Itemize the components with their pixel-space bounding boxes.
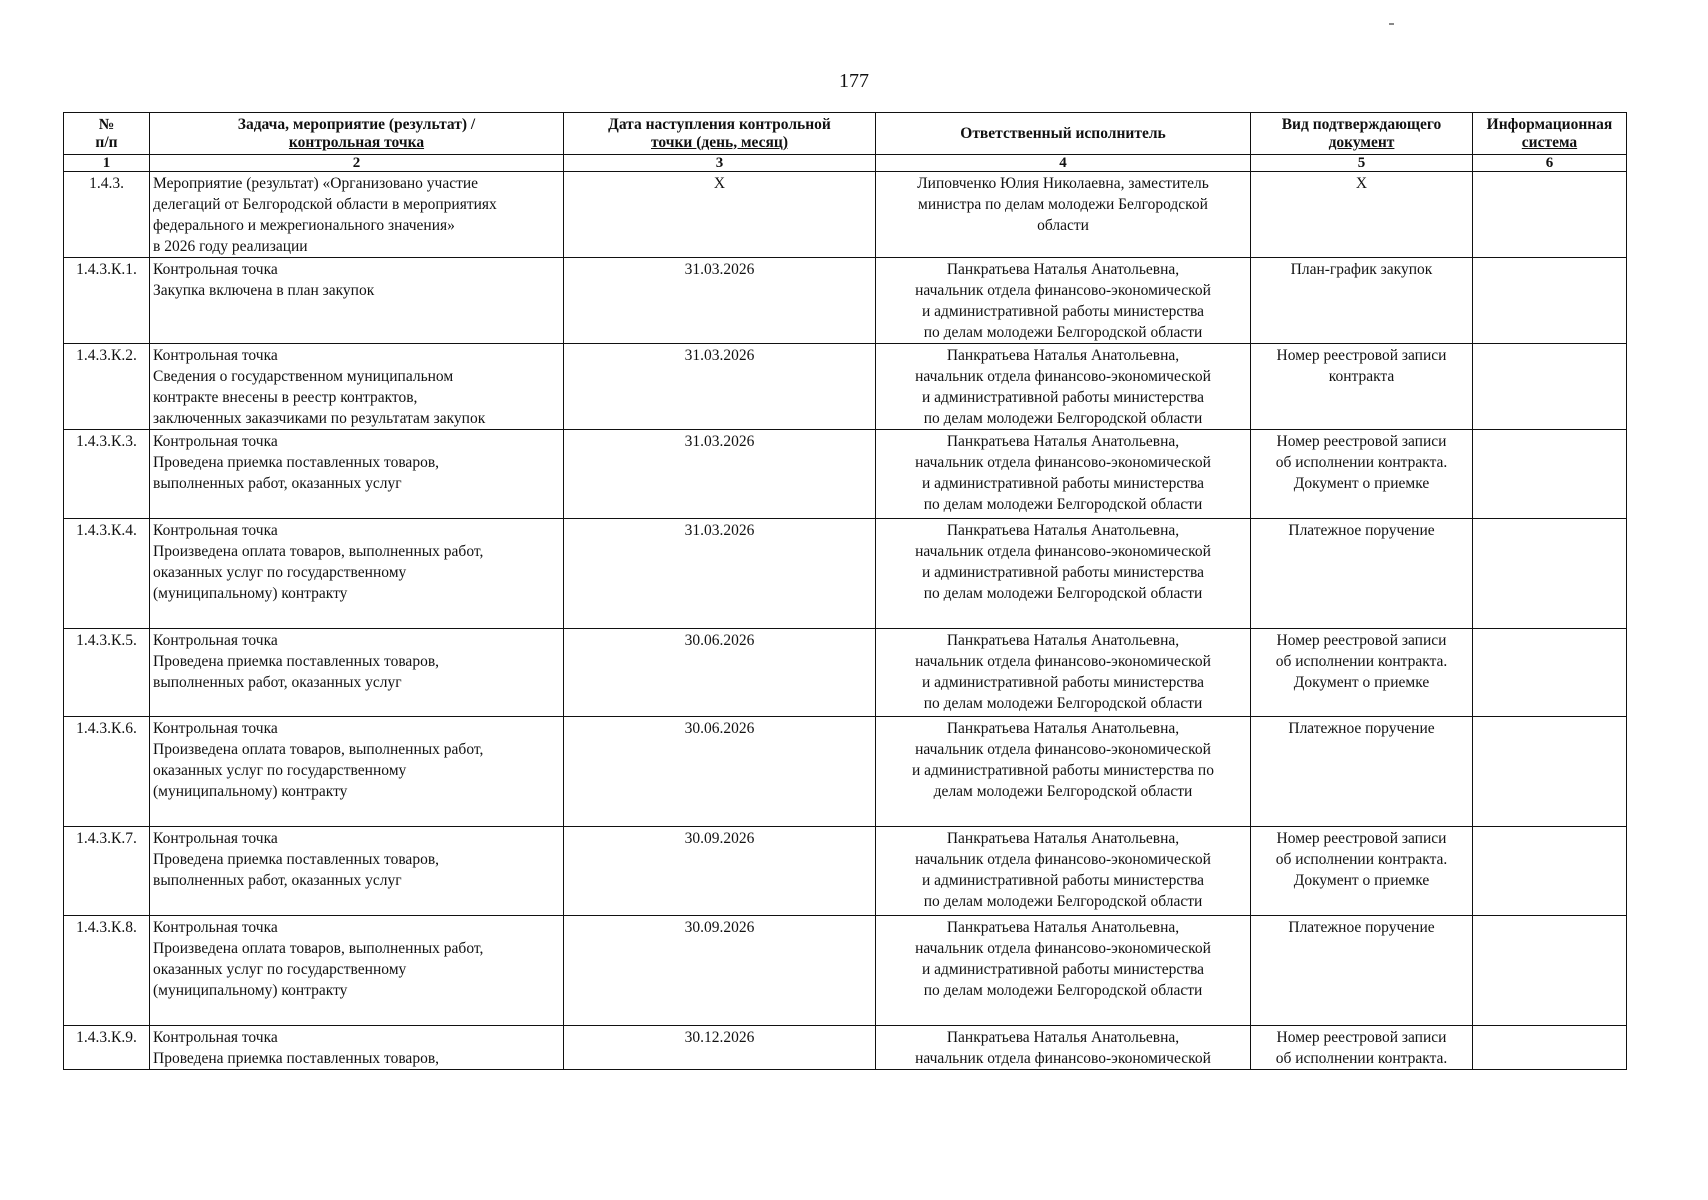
header-number: № п/п [64,113,150,155]
row-number: 1.4.3.К.1. [64,258,150,344]
responsible-cell: Панкратьева Наталья Анатольевна, начальник отдела финансово-экономической [876,1026,1251,1070]
date-cell: X [564,172,876,258]
table-row [64,258,1627,344]
info-system-cell [1473,430,1627,519]
page-number: 177 [839,70,869,92]
header-responsible: Ответственный исполнитель [876,113,1251,155]
date-cell: 31.03.2026 [564,344,876,430]
scan-mark [1389,23,1394,25]
row-number: 1.4.3.К.5. [64,629,150,717]
task-cell: Контрольная точка Проведена приемка поставленных товаров, выполненных работ, оказанных услуг [150,430,564,519]
responsible-cell: Панкратьева Наталья Анатольевна, начальник отдела финансово-экономической и административной работы министерства по делам молодежи Белгородской области [876,717,1251,827]
control-points-table-wrapper [63,112,1626,1070]
task-cell: Контрольная точка Закупка включена в план закупок [150,258,564,344]
table-row [64,430,1627,519]
header-info-system: Информационная система [1473,113,1627,155]
date-cell: 31.03.2026 [564,258,876,344]
row-number: 1.4.3.К.7. [64,827,150,916]
info-system-cell [1473,1026,1627,1070]
task-cell: Контрольная точка Проведена приемка поставленных товаров, выполненных работ, оказанных услуг [150,629,564,717]
column-number: 2 [150,155,564,172]
date-cell: 30.09.2026 [564,827,876,916]
responsible-cell: Панкратьева Наталья Анатольевна, начальник отдела финансово-экономической и административной работы министерства по делам молодежи Белгородской области [876,827,1251,916]
task-cell: Мероприятие (результат) «Организовано участие делегаций от Белгородской области в мероприятиях федерального и межрегионального значения» в 2026 году реализации [150,172,564,258]
document-cell: Номер реестровой записи об исполнении контракта. Документ о приемке [1251,827,1473,916]
column-number: 1 [64,155,150,172]
info-system-cell [1473,629,1627,717]
document-cell: Платежное поручение [1251,519,1473,629]
table-row [64,519,1627,629]
responsible-cell: Панкратьева Наталья Анатольевна, начальник отдела финансово-экономической и административной работы министерства по делам молодежи Белгородской области [876,916,1251,1026]
document-cell: План-график закупок [1251,258,1473,344]
info-system-cell [1473,258,1627,344]
document-cell: Платежное поручение [1251,717,1473,827]
header-task: Задача, мероприятие (результат) / контрольная точка [150,113,564,155]
date-cell: 30.06.2026 [564,629,876,717]
responsible-cell: Панкратьева Наталья Анатольевна, начальник отдела финансово-экономической и административной работы министерства по делам молодежи Белгородской области [876,629,1251,717]
document-cell: X [1251,172,1473,258]
responsible-cell: Панкратьева Наталья Анатольевна, начальник отдела финансово-экономической и административной работы министерства по делам молодежи Белгородской области [876,258,1251,344]
document-cell: Номер реестровой записи об исполнении контракта. Документ о приемке [1251,430,1473,519]
task-cell: Контрольная точка Проведена приемка поставленных товаров, [150,1026,564,1070]
info-system-cell [1473,172,1627,258]
column-number: 4 [876,155,1251,172]
task-cell: Контрольная точка Сведения о государственном муниципальном контракте внесены в реестр контрактов, заключенных заказчиками по результатам закупок [150,344,564,430]
document-cell: Номер реестровой записи об исполнении контракта. Документ о приемке [1251,629,1473,717]
info-system-cell [1473,916,1627,1026]
column-number: 3 [564,155,876,172]
task-cell: Контрольная точка Произведена оплата товаров, выполненных работ, оказанных услуг по государственному (муниципальному) контракту [150,717,564,827]
table-row [64,344,1627,430]
date-cell: 30.12.2026 [564,1026,876,1070]
header-document: Вид подтверждающего документ [1251,113,1473,155]
date-cell: 31.03.2026 [564,430,876,519]
table-header-row [64,113,1627,155]
document-cell: Номер реестровой записи об исполнении контракта. [1251,1026,1473,1070]
date-cell: 31.03.2026 [564,519,876,629]
responsible-cell: Липовченко Юлия Николаевна, заместитель министра по делам молодежи Белгородской области [876,172,1251,258]
table-row [64,916,1627,1026]
column-number: 5 [1251,155,1473,172]
date-cell: 30.06.2026 [564,717,876,827]
task-cell: Контрольная точка Произведена оплата товаров, выполненных работ, оказанных услуг по государственному (муниципальному) контракту [150,916,564,1026]
info-system-cell [1473,717,1627,827]
responsible-cell: Панкратьева Наталья Анатольевна, начальник отдела финансово-экономической и административной работы министерства по делам молодежи Белгородской области [876,344,1251,430]
header-date: Дата наступления контрольной точки (день, месяц) [564,113,876,155]
table-row [64,172,1627,258]
row-number: 1.4.3.К.3. [64,430,150,519]
table-row [64,1026,1627,1070]
row-number: 1.4.3.К.6. [64,717,150,827]
row-number: 1.4.3.К.2. [64,344,150,430]
control-points-table [63,112,1627,1070]
info-system-cell [1473,827,1627,916]
document-cell: Платежное поручение [1251,916,1473,1026]
row-number: 1.4.3.К.4. [64,519,150,629]
document-cell: Номер реестровой записи контракта [1251,344,1473,430]
column-number: 6 [1473,155,1627,172]
row-number: 1.4.3.К.9. [64,1026,150,1070]
task-cell: Контрольная точка Произведена оплата товаров, выполненных работ, оказанных услуг по государственному (муниципальному) контракту [150,519,564,629]
task-cell: Контрольная точка Проведена приемка поставленных товаров, выполненных работ, оказанных услуг [150,827,564,916]
info-system-cell [1473,344,1627,430]
table-row [64,717,1627,827]
row-number: 1.4.3.К.8. [64,916,150,1026]
table-row [64,629,1627,717]
row-number: 1.4.3. [64,172,150,258]
responsible-cell: Панкратьева Наталья Анатольевна, начальник отдела финансово-экономической и административной работы министерства по делам молодежи Белгородской области [876,519,1251,629]
column-number-row [64,155,1627,172]
table-row [64,827,1627,916]
responsible-cell: Панкратьева Наталья Анатольевна, начальник отдела финансово-экономической и административной работы министерства по делам молодежи Белгородской области [876,430,1251,519]
date-cell: 30.09.2026 [564,916,876,1026]
info-system-cell [1473,519,1627,629]
